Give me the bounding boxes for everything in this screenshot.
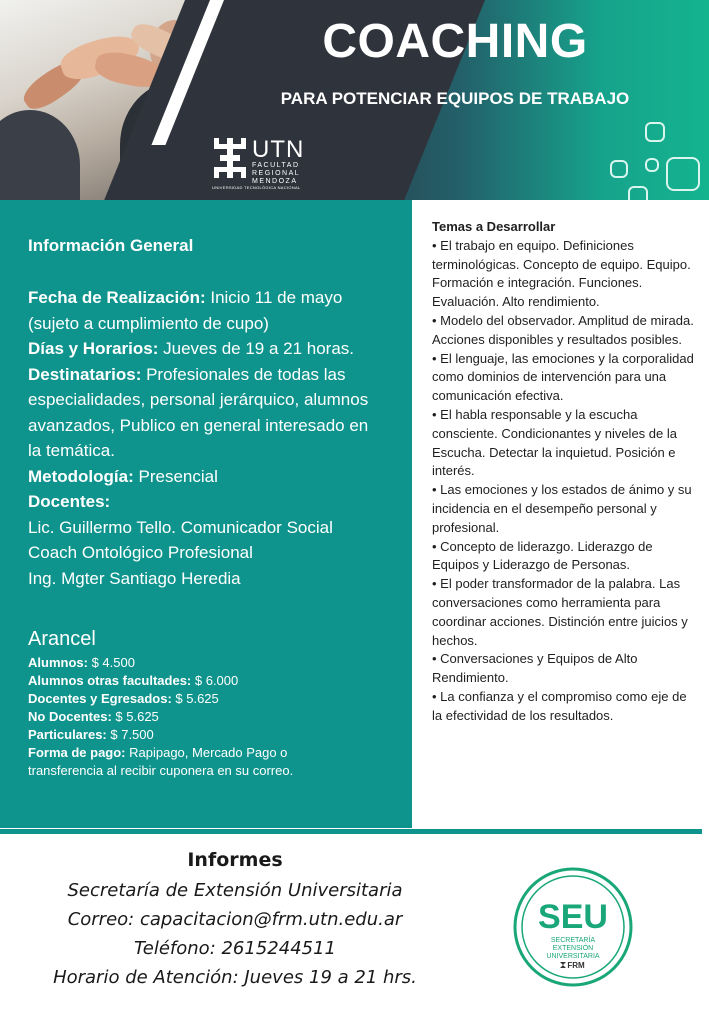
seu-line: UNIVERSITARIA <box>546 953 600 960</box>
topic-item: • El trabajo en equipo. Definiciones terminológicas. Concepto de equipo. Equipo. Formación e integración. Funciones. Evaluación. Alto rendimiento. <box>432 237 691 310</box>
dias-value: Jueves de 19 a 21 horas. <box>158 339 355 358</box>
topic-item: • Conversaciones y Equipos de Alto Rendimiento. <box>432 651 638 686</box>
utn-faculty-line: REGIONAL <box>252 170 301 177</box>
header-banner <box>0 0 709 200</box>
price-value: $ 7.500 <box>106 727 154 742</box>
deco-square <box>628 186 648 200</box>
topics-panel <box>432 218 694 726</box>
utn-faculty-line: MENDOZA <box>252 178 298 185</box>
general-info-panel <box>0 200 412 828</box>
contact-email[interactable]: Correo: capacitacion@frm.utn.edu.ar <box>67 909 403 930</box>
price-label: Alumnos otras facultades: <box>28 673 192 688</box>
utn-university: UNIVERSIDAD TECNOLÓGICA NACIONAL <box>212 185 301 190</box>
deco-square <box>666 157 700 191</box>
fecha-row <box>28 285 378 336</box>
destinatarios-value: Profesionales de todas las especialidades, personal jerárquico, alumnos avanzados, Publico en general interesado en la temática. <box>28 364 369 460</box>
deco-square <box>645 122 665 142</box>
price-label: Docentes y Egresados: <box>28 691 172 706</box>
seu-line: EXTENSIÓN <box>552 945 594 952</box>
topic-item: • El poder transformador de la palabra. Las conversaciones como herramienta para coordinar acciones. Distinción entre juicios y hechos. <box>432 576 688 648</box>
contact-info <box>0 848 470 992</box>
docente-line: Lic. Guillermo Tello. Comunicador Social <box>28 517 333 537</box>
contact-phone[interactable]: Teléfono: 2615244511 <box>134 938 336 959</box>
utn-faculty <box>252 162 332 186</box>
docente-line: Coach Ontológico Profesional <box>28 543 253 562</box>
page-title: COACHING <box>322 15 588 68</box>
payment-row <box>28 744 328 780</box>
topics-list <box>432 237 694 726</box>
payment-value: Rapipago, Mercado Pago o transferencia al recibir cuponera en su correo. <box>28 745 294 778</box>
topic-item: • Las emociones y los estados de ánimo y su incidencia en el desempeño personal y profesional. <box>432 482 692 535</box>
price-value: $ 5.625 <box>171 691 219 706</box>
fecha-value: Inicio 11 de mayo (sujeto a cumplimiento de cupo) <box>28 288 343 333</box>
payment-label: Forma de pago: <box>28 745 126 760</box>
destinatarios-row <box>28 362 378 464</box>
price-row <box>28 672 328 690</box>
price-list <box>28 654 328 780</box>
price-value: $ 4.500 <box>87 655 135 670</box>
utn-faculty-line: FACULTAD <box>252 162 300 169</box>
metodologia-label: Metodología: <box>28 466 134 486</box>
topic-item: • Concepto de liderazgo. Liderazgo de Equipos y Liderazgo de Personas. <box>432 538 653 573</box>
contact-title: Informes <box>187 849 283 871</box>
utn-acronym: UTN <box>252 136 305 163</box>
seu-acronym: SEU <box>538 898 608 936</box>
topic-item: • El habla responsable y la escucha consciente. Condicionantes y niveles de la Escucha. Detectar la inquietud. Posición e interés. <box>432 406 677 479</box>
price-value: $ 6.000 <box>191 673 239 688</box>
price-row <box>28 654 328 672</box>
contact-hours: Horario de Atención: Jueves 19 a 21 hrs. <box>53 967 417 988</box>
dias-row <box>28 336 378 362</box>
price-row <box>28 708 328 726</box>
frm-mark-icon <box>560 962 566 968</box>
topic-item: • La confianza y el compromiso como eje de la efectividad de los resultados. <box>432 688 687 723</box>
info-title: Información General <box>28 236 194 255</box>
price-label: No Docentes: <box>28 709 112 724</box>
deco-square <box>645 158 659 172</box>
deco-square <box>610 160 628 178</box>
dias-label: Días y Horarios: <box>28 339 159 358</box>
price-row <box>28 726 328 744</box>
docentes-row <box>28 489 378 515</box>
price-value: $ 5.625 <box>111 709 159 724</box>
seu-frm: FRM <box>567 961 585 970</box>
metodologia-row <box>28 464 378 490</box>
price-label: Alumnos: <box>28 655 88 670</box>
docentes-label: Docentes: <box>28 492 111 511</box>
arancel-title: Arancel <box>28 628 96 650</box>
fecha-label: Fecha de Realización: <box>28 288 206 307</box>
topics-title: Temas a Desarrollar <box>432 219 556 234</box>
page-subtitle: PARA POTENCIAR EQUIPOS DE TRABAJO <box>280 89 630 108</box>
destinatarios-label: Destinatarios: <box>28 364 142 384</box>
section-divider <box>0 829 702 834</box>
contact-department: Secretaría de Extensión Universitaria <box>67 880 403 901</box>
docente-line: Ing. Mgter Santiago Heredia <box>28 568 241 588</box>
topic-item: • El lenguaje, las emociones y la corporalidad como dominios de intervención para una comunicación efectiva. <box>432 350 694 404</box>
seu-logo-icon <box>512 866 634 988</box>
price-label: Particulares: <box>28 727 107 742</box>
seu-line: SECRETARÍA <box>550 937 596 944</box>
metodologia-value: Presencial <box>133 466 218 486</box>
price-row <box>28 690 328 708</box>
utn-logo-icon <box>212 138 248 178</box>
topic-item: • Modelo del observador. Amplitud de mirada. Acciones disponibles y resultados posibles. <box>432 312 694 347</box>
utn-logo <box>212 138 332 193</box>
info-body <box>28 285 378 591</box>
